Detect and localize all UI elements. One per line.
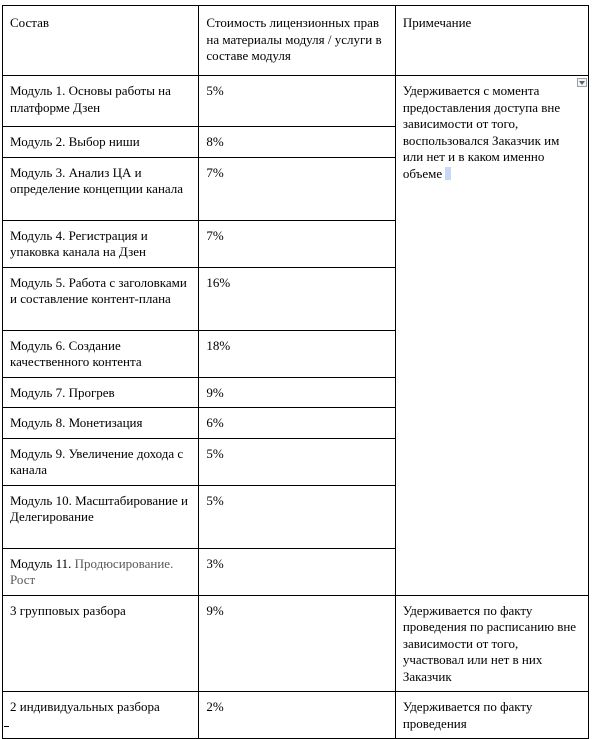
- text-fragment-below-table: [4, 726, 9, 732]
- chevron-down-icon[interactable]: [577, 78, 587, 87]
- module-name-cell[interactable]: Модуль 10. Масштабирование и Делегирование: [3, 485, 199, 548]
- table-header-row: [3, 6, 589, 76]
- module-cost-cell[interactable]: 3%: [199, 548, 395, 595]
- table-row: [3, 76, 589, 127]
- table-row: [3, 595, 589, 692]
- module-name-cell[interactable]: Модуль 2. Выбор ниши: [3, 127, 199, 158]
- module-cost-cell[interactable]: 16%: [199, 267, 395, 330]
- table-row: [3, 692, 589, 739]
- service-name-cell[interactable]: 2 индивидуальных разбора: [3, 692, 199, 739]
- modules-note-text: Удерживается с момента предоставления доступа вне зависимости от того, воспользовался Заказчик им или нет и в каком именно объеме: [402, 83, 561, 181]
- module-cost-cell[interactable]: 18%: [199, 330, 395, 377]
- header-license-cost[interactable]: Стоимость лицензионных прав на материалы модуля / услуги в составе модуля: [199, 6, 395, 76]
- module-name-cell[interactable]: Модуль 4. Регистрация и упаковка канала на Дзен: [3, 220, 199, 267]
- module-name-cell[interactable]: Модуль 8. Монетизация: [3, 408, 199, 439]
- modules-note-cell[interactable]: [395, 76, 588, 596]
- module-name-muted-part: Продюсирование. Рост: [10, 555, 174, 587]
- module-name-part: Модуль 11.: [10, 555, 75, 571]
- text-cursor-selection: [445, 167, 451, 180]
- service-note-cell[interactable]: Удерживается по факту проведения: [395, 692, 588, 739]
- module-name-cell[interactable]: Модуль 9. Увеличение дохода с канала: [3, 438, 199, 485]
- module-cost-cell[interactable]: 5%: [199, 76, 395, 127]
- module-cost-cell[interactable]: 9%: [199, 377, 395, 408]
- module-cost-cell[interactable]: 6%: [199, 408, 395, 439]
- service-cost-cell[interactable]: 2%: [199, 692, 395, 739]
- module-cost-cell[interactable]: 5%: [199, 438, 395, 485]
- module-name-cell[interactable]: [3, 548, 199, 595]
- header-note[interactable]: Примечание: [395, 6, 588, 76]
- service-cost-cell[interactable]: 9%: [199, 595, 395, 692]
- module-name-cell[interactable]: Модуль 3. Анализ ЦА и определение концепции канала: [3, 157, 199, 220]
- module-cost-cell[interactable]: 8%: [199, 127, 395, 158]
- license-cost-table: [2, 5, 589, 739]
- header-composition[interactable]: Состав: [3, 6, 199, 76]
- module-cost-cell[interactable]: 7%: [199, 157, 395, 220]
- service-name-cell[interactable]: 3 групповых разбора: [3, 595, 199, 692]
- service-note-cell[interactable]: Удерживается по факту проведения по расписанию вне зависимости от того, участвовал или нет в них Заказчик: [395, 595, 588, 692]
- module-name-cell[interactable]: Модуль 5. Работа с заголовками и составление контент-плана: [3, 267, 199, 330]
- module-name-cell[interactable]: Модуль 6. Создание качественного контента: [3, 330, 199, 377]
- module-name-cell[interactable]: Модуль 7. Прогрев: [3, 377, 199, 408]
- module-name-cell[interactable]: Модуль 1. Основы работы на платформе Дзен: [3, 76, 199, 127]
- module-cost-cell[interactable]: 7%: [199, 220, 395, 267]
- module-cost-cell[interactable]: 5%: [199, 485, 395, 548]
